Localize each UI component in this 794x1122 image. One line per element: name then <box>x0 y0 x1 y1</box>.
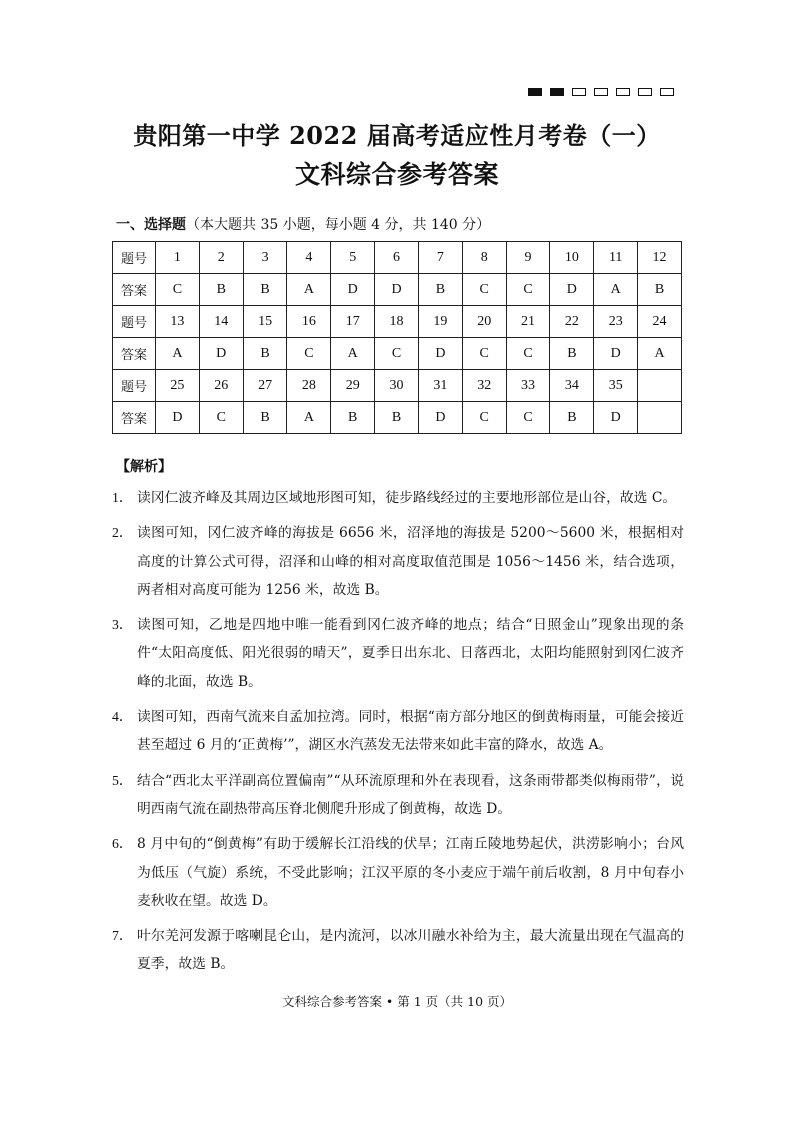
table-cell: B <box>243 274 287 306</box>
table-cell: D <box>331 274 375 306</box>
table-cell: 13 <box>156 306 200 338</box>
list-item <box>112 830 684 915</box>
item-text: 读冈仁波齐峰及其周边区域地形图可知，徒步路线经过的主要地形部位是山谷，故选 C。 <box>137 490 677 506</box>
empty-mark-icon <box>638 88 652 96</box>
row-label: 答案 <box>113 338 156 370</box>
analysis-heading: 【解析】 <box>116 459 172 475</box>
table-cell: 4 <box>287 242 331 274</box>
table-cell: A <box>287 402 331 434</box>
section-heading <box>116 214 490 234</box>
page-subtitle: 文科综合参考答案 <box>294 160 499 189</box>
row-label: 题号 <box>113 242 156 274</box>
page-footer: 文科综合参考答案 • 第 1 页（共 10 页） <box>281 994 513 1009</box>
table-cell: 20 <box>462 306 506 338</box>
item-text: 读图可知，西南气流来自孟加拉湾。同时，根据“南方部分地区的倒黄梅雨量，可能会接近甚至超过 6 月的‘正黄梅’”，湖区水汽蒸发无法带来如此丰富的降水，故选 A。 <box>137 709 684 754</box>
item-number: 3． <box>112 617 133 633</box>
table-cell: C <box>156 274 200 306</box>
table-cell: D <box>375 274 419 306</box>
list-item <box>112 767 684 824</box>
item-text: 8 月中旬的“倒黄梅”有助于缓解长江沿线的伏旱；江南丘陵地势起伏，洪涝影响小；台风为低压（气旋）系统，不受此影响；江汉平原的冬小麦应于端午前后收割，8 月中旬春小麦秋收在望。故选 D。 <box>137 836 684 909</box>
table-cell: D <box>199 338 243 370</box>
table-row <box>113 306 682 338</box>
table-cell: 14 <box>199 306 243 338</box>
row-label: 题号 <box>113 370 156 402</box>
table-cell: C <box>462 274 506 306</box>
table-cell: 23 <box>594 306 638 338</box>
table-cell: 25 <box>156 370 200 402</box>
table-cell: 22 <box>550 306 594 338</box>
table-cell: 2 <box>199 242 243 274</box>
list-item <box>112 922 684 979</box>
empty-mark-icon <box>616 88 630 96</box>
table-cell: B <box>331 402 375 434</box>
table-cell: 1 <box>156 242 200 274</box>
table-cell: 17 <box>331 306 375 338</box>
table-cell: 15 <box>243 306 287 338</box>
table-cell: B <box>243 338 287 370</box>
table-cell: C <box>287 338 331 370</box>
table-cell: 24 <box>638 306 682 338</box>
list-item <box>112 484 684 512</box>
table-cell: 29 <box>331 370 375 402</box>
row-label: 答案 <box>113 402 156 434</box>
table-cell: 27 <box>243 370 287 402</box>
table-cell <box>638 370 682 402</box>
table-cell: B <box>638 274 682 306</box>
progress-marks <box>528 88 674 96</box>
table-cell: B <box>375 402 419 434</box>
item-number: 7． <box>112 928 133 944</box>
table-cell: 19 <box>418 306 462 338</box>
filled-mark-icon <box>550 88 564 96</box>
empty-mark-icon <box>660 88 674 96</box>
empty-mark-icon <box>594 88 608 96</box>
table-row <box>113 402 682 434</box>
list-item <box>112 519 684 604</box>
table-cell: 30 <box>375 370 419 402</box>
table-cell: A <box>638 338 682 370</box>
table-cell: 32 <box>462 370 506 402</box>
row-label: 题号 <box>113 306 156 338</box>
table-cell: 6 <box>375 242 419 274</box>
item-number: 1． <box>112 490 133 505</box>
table-cell: 9 <box>506 242 550 274</box>
item-number: 2． <box>112 525 133 541</box>
table-row <box>113 242 682 274</box>
table-cell: C <box>462 338 506 370</box>
table-cell: 18 <box>375 306 419 338</box>
table-cell: 35 <box>594 370 638 402</box>
table-cell: 21 <box>506 306 550 338</box>
table-cell: 26 <box>199 370 243 402</box>
table-cell: C <box>375 338 419 370</box>
section-title: 一、选择题 <box>116 217 186 233</box>
table-cell: B <box>418 274 462 306</box>
table-cell: 11 <box>594 242 638 274</box>
empty-mark-icon <box>572 88 586 96</box>
item-text: 读图可知，乙地是四地中唯一能看到冈仁波齐峰的地点；结合“日照金山”现象出现的条件“太阳高度低、阳光很弱的晴天”，夏季日出东北、日落西北，太阳均能照射到冈仁波齐峰的北面，故选 B。 <box>137 617 684 690</box>
table-cell: D <box>550 274 594 306</box>
table-cell: 31 <box>418 370 462 402</box>
answer-table <box>112 241 682 434</box>
table-cell: A <box>156 338 200 370</box>
table-cell: 8 <box>462 242 506 274</box>
table-cell: C <box>506 402 550 434</box>
list-item <box>112 703 684 760</box>
table-cell: 33 <box>506 370 550 402</box>
row-label: 答案 <box>113 274 156 306</box>
table-cell: 12 <box>638 242 682 274</box>
table-cell: 34 <box>550 370 594 402</box>
table-cell: A <box>287 274 331 306</box>
table-cell: D <box>418 402 462 434</box>
table-cell: 28 <box>287 370 331 402</box>
item-text: 结合“西北太平洋副高位置偏南”“从环流原理和外在表现看，这条雨带都类似梅雨带”，说明西南气流在副热带高压脊北侧爬升形成了倒黄梅，故选 D。 <box>137 772 684 817</box>
filled-mark-icon <box>528 88 542 96</box>
table-cell: D <box>418 338 462 370</box>
table-cell: B <box>550 402 594 434</box>
table-cell: C <box>199 402 243 434</box>
item-number: 6． <box>112 836 133 852</box>
table-cell: B <box>199 274 243 306</box>
item-number: 5． <box>112 772 133 788</box>
item-text: 读图可知，冈仁波齐峰的海拔是 6656 米，沼泽地的海拔是 5200～5600 米，根据相对高度的计算公式可得，沼泽和山峰的相对高度取值范围是 1056～1456 米，结合选项，两者相对高度可能为 1256 米，故选 B。 <box>137 525 684 598</box>
table-cell: 5 <box>331 242 375 274</box>
table-cell <box>638 402 682 434</box>
table-cell: 7 <box>418 242 462 274</box>
table-cell: 3 <box>243 242 287 274</box>
table-cell: 10 <box>550 242 594 274</box>
table-cell: A <box>594 274 638 306</box>
analysis-list <box>112 484 684 986</box>
item-text: 叶尔羌河发源于喀喇昆仑山，是内流河，以冰川融水补给为主，最大流量出现在气温高的夏季，故选 B。 <box>137 928 684 973</box>
list-item <box>112 611 684 696</box>
table-cell: B <box>550 338 594 370</box>
table-cell: C <box>506 338 550 370</box>
table-cell: B <box>243 402 287 434</box>
table-cell: D <box>594 338 638 370</box>
table-row <box>113 370 682 402</box>
table-cell: C <box>506 274 550 306</box>
page-title: 贵阳第一中学 2022 届高考适应性月考卷（一） <box>133 121 661 150</box>
section-note: （本大题共 35 小题，每小题 4 分，共 140 分） <box>186 217 491 233</box>
item-number: 4． <box>112 709 133 725</box>
table-cell: A <box>331 338 375 370</box>
table-cell: D <box>156 402 200 434</box>
table-cell: C <box>462 402 506 434</box>
table-row <box>113 338 682 370</box>
table-cell: 16 <box>287 306 331 338</box>
table-cell: D <box>594 402 638 434</box>
table-row <box>113 274 682 306</box>
